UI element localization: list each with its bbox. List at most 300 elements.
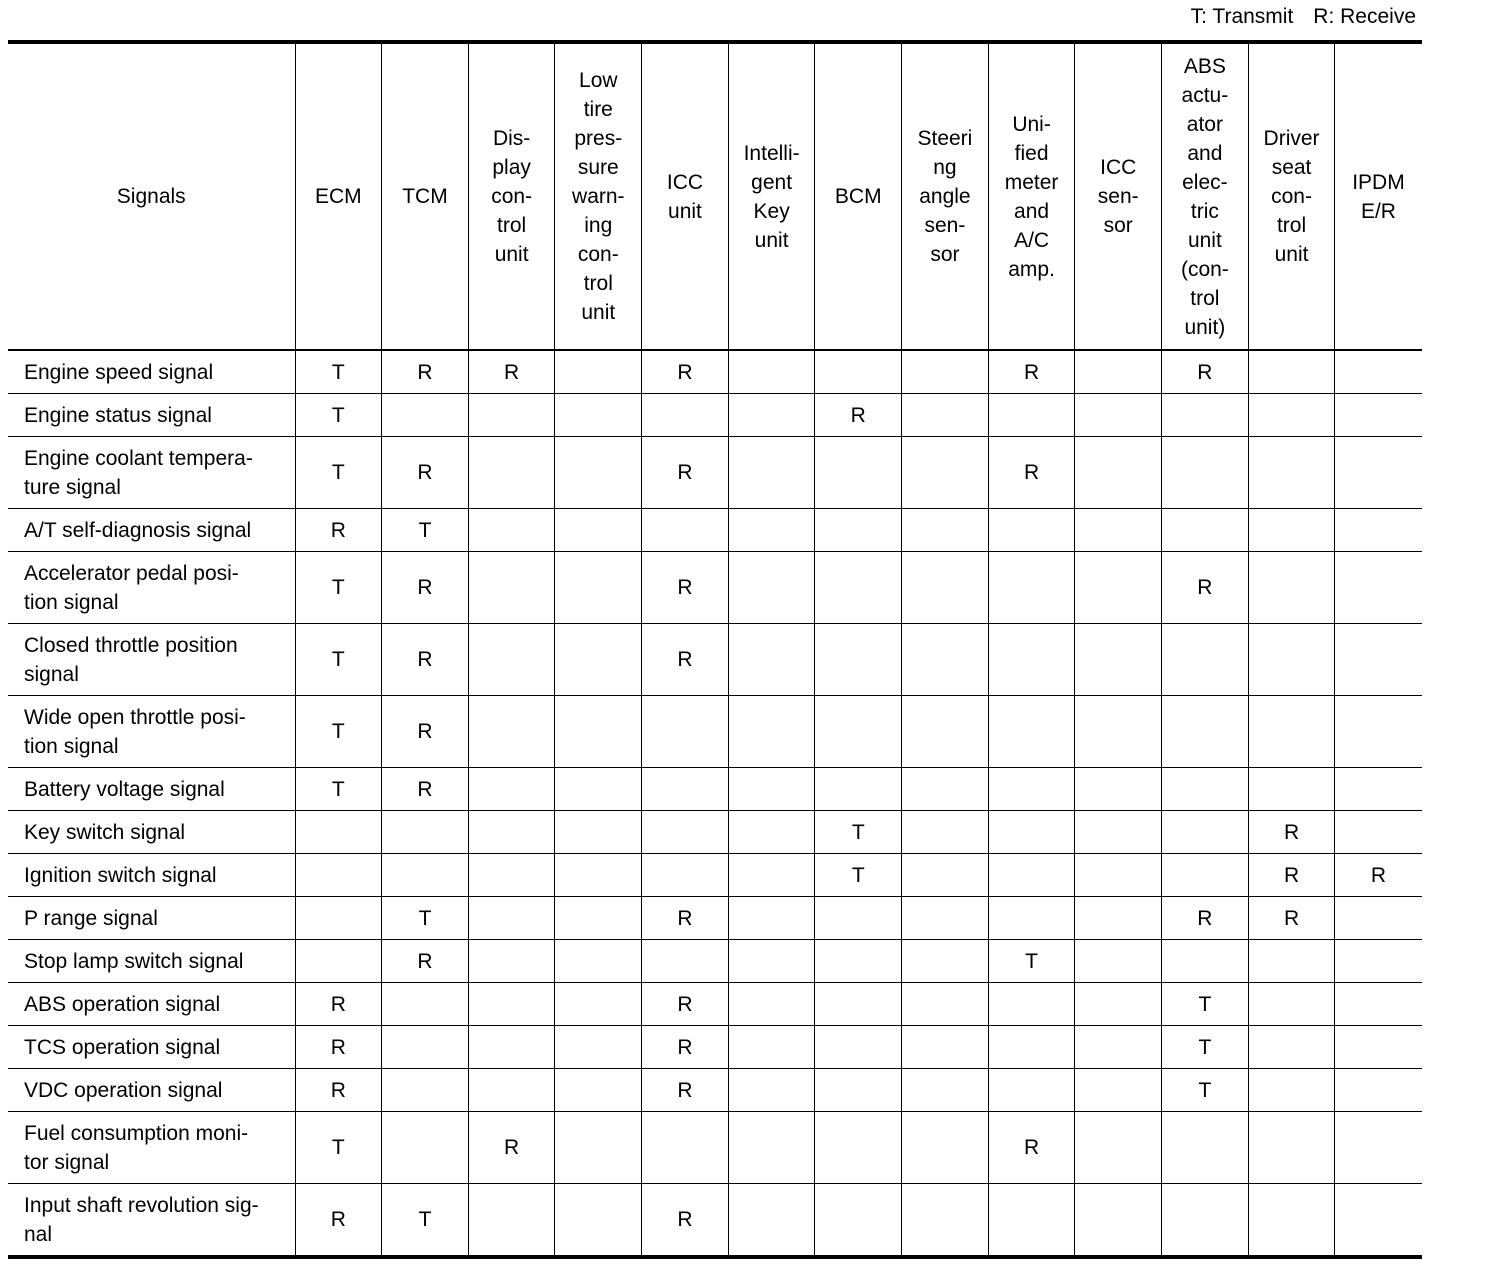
can-communication-table (8, 40, 1422, 1259)
signal-direction-cell (1335, 394, 1422, 437)
signal-name-cell (8, 624, 295, 696)
signal-direction-cell (468, 394, 555, 437)
signal-direction-cell (555, 696, 642, 768)
signal-direction-cell (468, 1069, 555, 1112)
column-header-signals: Signals (8, 42, 295, 350)
signal-direction-cell (728, 350, 815, 394)
table-row (8, 624, 1422, 696)
signal-direction-cell (988, 624, 1075, 696)
signal-direction-cell (988, 854, 1075, 897)
column-header-line: con- (1271, 185, 1312, 208)
column-header-unit (902, 42, 989, 350)
column-header-line: and (1014, 199, 1050, 223)
signal-direction-cell (642, 940, 729, 983)
signal-direction-cell (988, 1184, 1075, 1258)
signal-direction-cell: T (295, 696, 382, 768)
signal-direction-cell (815, 1112, 902, 1184)
signal-direction-cell (1335, 696, 1422, 768)
signal-direction-cell (555, 394, 642, 437)
signal-direction-cell (1335, 1112, 1422, 1184)
column-header-line: BCM (834, 185, 882, 208)
signal-direction-cell (1075, 696, 1162, 768)
signal-name-cell (8, 854, 295, 897)
column-header-line: tire (583, 98, 613, 121)
signal-direction-cell (1335, 509, 1422, 552)
signal-direction-cell (728, 696, 815, 768)
table-row (8, 552, 1422, 624)
signal-direction-cell (815, 983, 902, 1026)
signal-direction-cell (382, 811, 469, 854)
signal-direction-cell (1335, 1026, 1422, 1069)
signal-direction-cell (1248, 350, 1335, 394)
signal-direction-cell (1248, 940, 1335, 983)
signal-direction-cell (902, 437, 989, 509)
column-header-line: angle (919, 185, 971, 208)
signal-direction-cell (988, 509, 1075, 552)
column-header-line: and (1187, 141, 1223, 165)
signal-direction-cell (295, 897, 382, 940)
table-row (8, 1069, 1422, 1112)
column-header-line: sen- (1097, 185, 1139, 208)
column-header-line: play (492, 156, 531, 179)
column-header-line: Key (753, 199, 790, 223)
signal-direction-cell (642, 1112, 729, 1184)
signal-direction-cell (382, 983, 469, 1026)
signal-direction-cell: R (642, 983, 729, 1026)
signal-direction-cell: R (1162, 350, 1249, 394)
column-header-line: tric (1190, 199, 1219, 223)
signal-direction-cell (1075, 437, 1162, 509)
signal-direction-cell (902, 1026, 989, 1069)
column-header-line: ECM (314, 185, 362, 208)
signal-direction-cell (902, 509, 989, 552)
signal-direction-cell: T (295, 437, 382, 509)
signal-direction-cell (555, 897, 642, 940)
signal-direction-cell (902, 1112, 989, 1184)
signal-direction-cell (728, 394, 815, 437)
table-row (8, 854, 1422, 897)
signal-direction-cell (642, 509, 729, 552)
column-header-line: unit (1187, 228, 1222, 252)
signal-direction-cell: R (988, 1112, 1075, 1184)
signal-direction-cell (1075, 624, 1162, 696)
signal-direction-cell (642, 768, 729, 811)
column-header-line: (con- (1180, 257, 1229, 281)
signal-direction-cell: T (1162, 1026, 1249, 1069)
signal-direction-cell (1335, 768, 1422, 811)
column-header-line: pres- (574, 127, 623, 150)
column-header-line: TCM (402, 185, 448, 208)
signal-direction-cell (642, 854, 729, 897)
signal-direction-cell (902, 624, 989, 696)
column-header-line: elec- (1182, 170, 1228, 194)
signal-name-cell (8, 897, 295, 940)
signal-direction-cell (1335, 437, 1422, 509)
signal-direction-cell (1162, 1184, 1249, 1258)
signal-direction-cell (468, 811, 555, 854)
column-header-line: con- (577, 243, 619, 266)
signal-name-cell (8, 983, 295, 1026)
column-header-line: ing (584, 214, 613, 237)
signal-direction-cell (1075, 768, 1162, 811)
table-row (8, 897, 1422, 940)
signal-direction-cell (295, 940, 382, 983)
table-row (8, 768, 1422, 811)
signal-name-line: Fuel consumption moni- (24, 1121, 249, 1145)
signal-direction-cell (988, 1026, 1075, 1069)
signal-direction-cell (1335, 624, 1422, 696)
signal-direction-cell: R (382, 552, 469, 624)
signal-direction-cell: R (642, 552, 729, 624)
signal-direction-cell (555, 1112, 642, 1184)
signal-direction-cell (815, 350, 902, 394)
column-header-line: Uni- (1012, 112, 1051, 136)
signal-direction-cell (988, 552, 1075, 624)
signal-name-cell (8, 811, 295, 854)
signal-direction-cell (988, 811, 1075, 854)
signal-direction-cell (1075, 811, 1162, 854)
signal-direction-cell (988, 768, 1075, 811)
signal-direction-cell (555, 350, 642, 394)
signal-direction-cell (1075, 509, 1162, 552)
signal-direction-cell (815, 940, 902, 983)
signal-direction-cell (1075, 897, 1162, 940)
signal-direction-cell (382, 1112, 469, 1184)
signal-direction-cell (1162, 394, 1249, 437)
signal-direction-cell: R (295, 1026, 382, 1069)
column-header-line: ICC (1100, 156, 1137, 179)
signal-name-line: Stop lamp switch signal (24, 949, 244, 973)
column-header-unit (728, 42, 815, 350)
signal-direction-cell (1335, 1069, 1422, 1112)
signal-direction-cell: R (642, 350, 729, 394)
signal-direction-cell (1248, 983, 1335, 1026)
column-header-line: sor (1103, 214, 1133, 237)
signal-direction-cell: R (642, 437, 729, 509)
signal-name-cell (8, 768, 295, 811)
column-header-line: Intelli- (743, 141, 800, 165)
signal-direction-cell (1335, 897, 1422, 940)
column-header-line: amp. (1008, 257, 1055, 281)
signal-direction-cell (468, 696, 555, 768)
signal-direction-cell: T (295, 768, 382, 811)
signal-direction-cell (468, 552, 555, 624)
signal-direction-cell (728, 1112, 815, 1184)
signal-direction-cell (902, 940, 989, 983)
signal-direction-cell (468, 509, 555, 552)
column-header-unit (295, 42, 382, 350)
signal-name-line: Engine status signal (24, 403, 212, 427)
signal-direction-cell (1075, 1112, 1162, 1184)
signal-direction-cell (728, 552, 815, 624)
signal-name-line: Ignition switch signal (24, 863, 217, 887)
signal-direction-cell: R (295, 1069, 382, 1112)
table-row (8, 1112, 1422, 1184)
signal-direction-cell (1335, 552, 1422, 624)
signal-direction-cell (988, 696, 1075, 768)
signal-direction-cell (382, 394, 469, 437)
signal-name-cell (8, 437, 295, 509)
signal-direction-cell: R (815, 394, 902, 437)
column-header-line: fied (1014, 141, 1049, 165)
signal-name-cell (8, 1069, 295, 1112)
signal-direction-cell (1248, 624, 1335, 696)
signal-direction-cell (815, 1069, 902, 1112)
signal-direction-cell (468, 1184, 555, 1258)
signal-name-line: Input shaft revolution sig- (24, 1193, 259, 1217)
column-header-unit (815, 42, 902, 350)
signal-name-line: Closed throttle position (24, 633, 238, 657)
signal-direction-cell (988, 983, 1075, 1026)
signal-name-line: Battery voltage signal (24, 777, 225, 801)
signal-direction-cell (642, 696, 729, 768)
signal-name-line: Engine speed signal (24, 360, 214, 384)
signal-direction-cell (728, 811, 815, 854)
signal-direction-cell: R (1335, 854, 1422, 897)
table-row (8, 940, 1422, 983)
signal-direction-cell: T (295, 1112, 382, 1184)
signal-direction-cell: T (295, 350, 382, 394)
signal-direction-cell (902, 768, 989, 811)
signal-name-cell (8, 509, 295, 552)
signal-direction-cell (728, 437, 815, 509)
signal-direction-cell (468, 854, 555, 897)
signal-direction-cell (468, 768, 555, 811)
signal-direction-cell (728, 854, 815, 897)
signal-name-line: Engine coolant tempera- (24, 446, 253, 470)
signal-direction-cell (555, 552, 642, 624)
signal-direction-cell (642, 811, 729, 854)
signal-name-line: A/T self-diagnosis signal (24, 518, 252, 542)
signal-direction-cell (295, 811, 382, 854)
column-header-line: ator (1186, 112, 1223, 136)
column-header-line: gent (751, 170, 793, 194)
signal-direction-cell (728, 897, 815, 940)
signal-direction-cell (295, 854, 382, 897)
signal-direction-cell (815, 552, 902, 624)
signal-direction-cell (1075, 1026, 1162, 1069)
signal-direction-cell (1162, 696, 1249, 768)
column-header-line: A/C (1014, 228, 1050, 252)
signal-direction-cell: R (1248, 811, 1335, 854)
signal-direction-cell (555, 1069, 642, 1112)
column-header-line: ICC (666, 170, 704, 194)
signal-direction-cell (555, 940, 642, 983)
column-header-line: unit (1274, 243, 1309, 266)
column-header-line: warn- (572, 185, 625, 208)
signal-direction-cell (555, 811, 642, 854)
signal-direction-cell: R (642, 624, 729, 696)
signal-direction-cell: R (1248, 897, 1335, 940)
signal-direction-cell (815, 897, 902, 940)
signal-direction-cell (555, 624, 642, 696)
column-header-unit (1162, 42, 1249, 350)
signal-direction-cell: T (1162, 983, 1249, 1026)
signal-name-line: tor signal (24, 1150, 110, 1174)
table-row (8, 1184, 1422, 1258)
signal-direction-cell (1075, 552, 1162, 624)
signal-direction-cell: T (815, 811, 902, 854)
column-header-line: unit (581, 301, 616, 324)
column-header-line: sure (577, 156, 619, 179)
column-header-line: sen- (924, 214, 966, 237)
column-header-unit (468, 42, 555, 350)
signal-direction-cell (815, 768, 902, 811)
signal-direction-cell (815, 624, 902, 696)
signal-direction-cell (555, 854, 642, 897)
signal-direction-cell (1248, 1184, 1335, 1258)
signal-direction-cell (1335, 1184, 1422, 1258)
signal-direction-cell (902, 1069, 989, 1112)
signal-direction-cell (728, 624, 815, 696)
signal-direction-cell (1335, 811, 1422, 854)
signal-direction-cell: R (295, 1184, 382, 1258)
signal-direction-cell: R (1248, 854, 1335, 897)
signal-direction-cell: R (1162, 897, 1249, 940)
signal-direction-cell: R (382, 696, 469, 768)
signal-direction-cell (555, 1184, 642, 1258)
signal-name-line: Wide open throttle posi- (24, 705, 246, 729)
signal-direction-cell: R (468, 350, 555, 394)
signal-direction-cell (1075, 394, 1162, 437)
signal-name-cell (8, 1112, 295, 1184)
signal-direction-cell: R (988, 350, 1075, 394)
signal-direction-cell (1162, 624, 1249, 696)
signal-direction-cell (815, 1184, 902, 1258)
signal-direction-cell (382, 1069, 469, 1112)
signal-direction-cell (382, 1026, 469, 1069)
column-header-line: Steeri (917, 127, 973, 150)
signal-direction-cell: R (468, 1112, 555, 1184)
signal-direction-cell: R (1162, 552, 1249, 624)
signal-name-cell (8, 350, 295, 394)
signal-direction-cell (1335, 940, 1422, 983)
table-row (8, 811, 1422, 854)
table-row (8, 394, 1422, 437)
table-row (8, 350, 1422, 394)
column-header-line: trol (1190, 286, 1220, 310)
signal-name-cell (8, 1184, 295, 1258)
column-header-unit (555, 42, 642, 350)
signal-name-cell (8, 552, 295, 624)
signal-direction-cell (902, 811, 989, 854)
signal-direction-cell: T (382, 1184, 469, 1258)
signal-direction-cell: R (382, 350, 469, 394)
signal-direction-cell: R (382, 768, 469, 811)
signal-direction-cell (468, 624, 555, 696)
signal-name-line: tion signal (24, 734, 119, 758)
table-row (8, 1026, 1422, 1069)
signal-direction-cell: T (988, 940, 1075, 983)
signal-direction-cell (728, 768, 815, 811)
table-body (8, 350, 1422, 1257)
signal-direction-cell: R (295, 983, 382, 1026)
signal-direction-cell (988, 1069, 1075, 1112)
signal-name-cell (8, 696, 295, 768)
signal-direction-cell (1075, 940, 1162, 983)
column-header-line: Driver (1263, 127, 1320, 150)
signal-direction-cell (902, 1184, 989, 1258)
signal-direction-cell (468, 1026, 555, 1069)
signal-direction-cell (815, 1026, 902, 1069)
column-header-unit (642, 42, 729, 350)
signal-direction-cell (555, 437, 642, 509)
signal-direction-cell (988, 394, 1075, 437)
signal-direction-cell (1248, 696, 1335, 768)
signal-direction-cell (555, 983, 642, 1026)
signal-direction-cell (555, 1026, 642, 1069)
signal-direction-cell (555, 768, 642, 811)
signal-direction-cell: R (382, 624, 469, 696)
signal-direction-cell (1075, 350, 1162, 394)
column-header-unit (382, 42, 469, 350)
signal-name-line: VDC operation signal (24, 1078, 223, 1102)
signal-direction-cell (902, 983, 989, 1026)
column-header-unit (1248, 42, 1335, 350)
signal-direction-cell (1248, 768, 1335, 811)
signal-direction-cell (382, 854, 469, 897)
signal-direction-cell (988, 897, 1075, 940)
signal-direction-cell (1162, 768, 1249, 811)
signal-direction-cell: R (382, 940, 469, 983)
signal-direction-cell: R (295, 509, 382, 552)
column-header-line: unit (668, 199, 702, 223)
signal-direction-cell (728, 1184, 815, 1258)
table-row (8, 509, 1422, 552)
signal-direction-cell (1075, 854, 1162, 897)
signal-direction-cell (728, 983, 815, 1026)
legend-receive: R: Receive (1313, 5, 1416, 28)
signal-direction-cell (468, 983, 555, 1026)
signal-direction-cell: R (988, 437, 1075, 509)
signal-direction-cell (468, 897, 555, 940)
signal-direction-cell: T (295, 552, 382, 624)
signal-direction-cell (1335, 350, 1422, 394)
signal-direction-cell: T (295, 394, 382, 437)
signal-direction-cell (1335, 983, 1422, 1026)
column-header-line: unit) (1184, 315, 1226, 339)
column-header-line: actu- (1181, 83, 1229, 107)
signal-direction-cell (815, 696, 902, 768)
table-row (8, 437, 1422, 509)
signal-direction-cell (1075, 983, 1162, 1026)
signal-direction-cell (1248, 552, 1335, 624)
signal-name-line: Key switch signal (24, 820, 186, 844)
column-header-line: Low (579, 69, 618, 92)
legend (1191, 4, 1416, 30)
signal-direction-cell (1248, 1026, 1335, 1069)
column-header-unit (1075, 42, 1162, 350)
column-header-line: ng (933, 156, 957, 179)
signal-direction-cell (902, 552, 989, 624)
signal-direction-cell (902, 394, 989, 437)
signal-direction-cell (1248, 1069, 1335, 1112)
signal-direction-cell (815, 509, 902, 552)
signal-name-line: Accelerator pedal posi- (24, 561, 239, 585)
column-header-line: E/R (1360, 199, 1396, 223)
signal-direction-cell (902, 854, 989, 897)
legend-transmit: T: Transmit (1190, 5, 1294, 28)
signal-name-cell (8, 394, 295, 437)
table-row (8, 696, 1422, 768)
signal-direction-cell (1162, 854, 1249, 897)
signal-direction-cell: R (642, 1184, 729, 1258)
signal-name-line: TCS operation signal (24, 1035, 221, 1059)
signal-direction-cell (1075, 1184, 1162, 1258)
signal-name-line: nal (24, 1222, 53, 1246)
column-header-line: ABS (1183, 54, 1226, 78)
signal-direction-cell (815, 437, 902, 509)
